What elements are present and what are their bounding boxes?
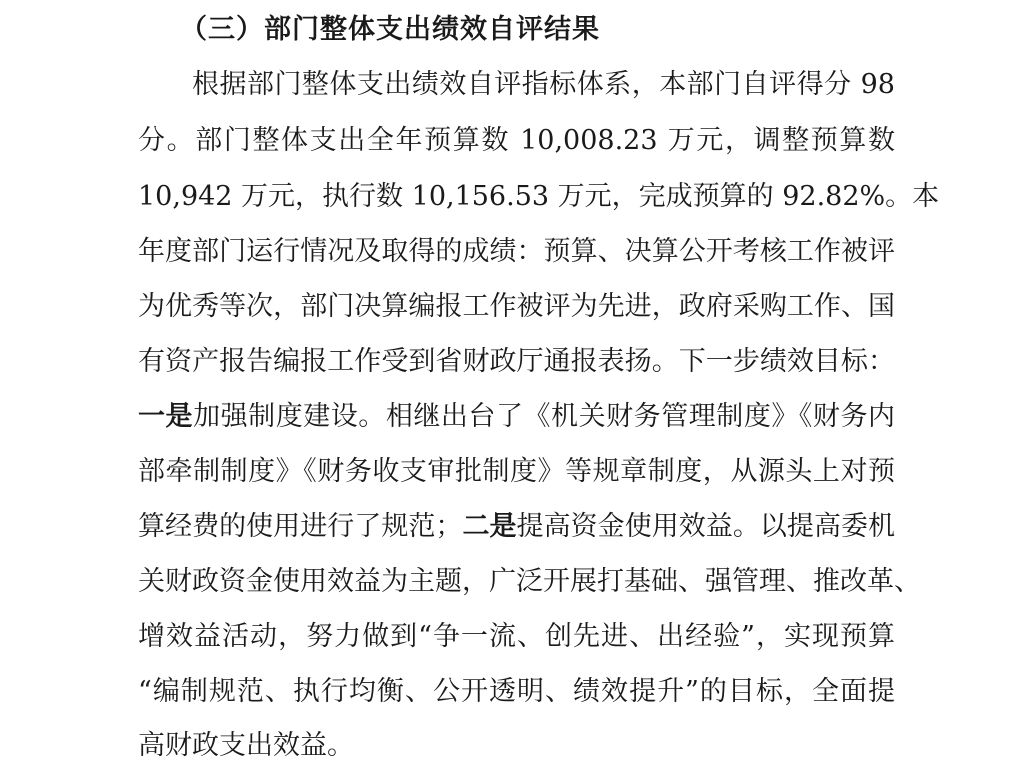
section-heading: （三）部门整体支出绩效自评结果 — [180, 14, 600, 45]
paragraph-line: 根据部门整体支出绩效自评指标体系，本部门自评得分 98 — [192, 69, 895, 100]
line-text: 算经费的使用进行了规范； — [138, 511, 463, 542]
bold-marker: 一是 — [138, 401, 194, 432]
paragraph-line: 增效益活动，努力做到“争一流、创先进、出经验”，实现预算 — [138, 621, 895, 652]
line-text: 加强制度建设。相继出台了《机关财务管理制度》《财务内 — [193, 401, 896, 432]
bold-marker: 二是 — [462, 511, 517, 542]
paragraph-line: 为优秀等次，部门决算编报工作被评为先进，政府采购工作、国 — [138, 291, 895, 322]
paragraph-line: 10,942 万元，执行数 10,156.53 万元，完成预算的 92.82%。本 — [138, 181, 940, 212]
paragraph-line: 部牵制制度》《财务收支审批制度》等规章制度，从源头上对预 — [138, 456, 895, 487]
paragraph-line: 高财政支出效益。 — [138, 730, 354, 761]
line-text: 提高资金使用效益。以提高委机 — [516, 511, 896, 542]
paragraph-line: 关财政资金使用效益为主题，广泛开展打基础、强管理、推改革、 — [138, 566, 921, 597]
paragraph-line: 分。部门整体支出全年预算数 10,008.23 万元，调整预算数 — [138, 125, 895, 156]
paragraph-line: 有资产报告编报工作受到省财政厅通报表扬。下一步绩效目标： — [138, 346, 895, 377]
paragraph-line: “编制规范、执行均衡、公开透明、绩效提升”的目标，全面提 — [138, 676, 895, 707]
paragraph-line: 年度部门运行情况及取得的成绩：预算、决算公开考核工作被评 — [138, 236, 895, 267]
paragraph-line — [138, 504, 895, 550]
paragraph-line — [138, 394, 895, 440]
